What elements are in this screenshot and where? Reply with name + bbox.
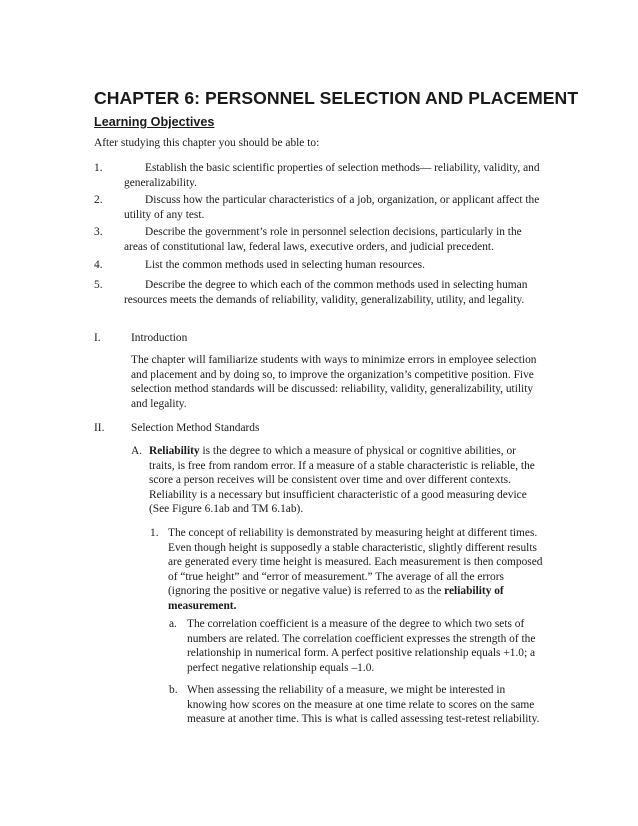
objective-number: 3. xyxy=(94,226,103,238)
section-number: II. xyxy=(94,422,105,434)
section-introduction xyxy=(94,331,544,346)
objective-text: Describe the government’s role in personnel selection decisions, particularly in the areas of constitutional law, federal laws, executive orders, and judicial precedent. xyxy=(124,226,522,253)
objective-text: Establish the basic scientific properties of selection methods— reliability, validity, and generalizability. xyxy=(124,162,540,189)
item-marker: a. xyxy=(169,618,177,630)
objectives-intro: After studying this chapter you should be able to: xyxy=(94,137,320,149)
chapter-title: CHAPTER 6: PERSONNEL SELECTION AND PLACEMENT xyxy=(94,88,579,108)
item-marker: A. xyxy=(131,445,143,457)
section-heading: Introduction xyxy=(131,332,188,344)
section-heading: Selection Method Standards xyxy=(131,422,260,434)
objective-item xyxy=(94,161,544,190)
objective-item xyxy=(94,193,544,222)
item-text: is the degree to which a measure of physical or cognitive abilities, or traits, is free from random error. If a measure of a stable characteristic is reliable, the score a person receives will be consistent over time and over different contexts. Reliability is a necessary but insufficient characteristic of a good measuring device (See Figure 6.1ab and TM 6.1ab). xyxy=(149,445,535,516)
objective-text: List the common methods used in selecting human resources. xyxy=(145,259,425,271)
list-item-test-retest xyxy=(169,683,544,727)
term-reliability: Reliability xyxy=(149,445,200,457)
list-item-concept xyxy=(150,526,544,614)
item-marker: b. xyxy=(169,684,178,696)
objective-item xyxy=(94,258,544,273)
item-text: When assessing the reliability of a measure, we might be interested in knowing how scores on the measure at one time relate to scores on the same measure at another time. This is what is called assessing test-retest reliability. xyxy=(187,684,540,726)
objective-number: 5. xyxy=(94,279,103,291)
section-selection-standards xyxy=(94,421,544,436)
objective-number: 1. xyxy=(94,162,103,174)
objective-text: Discuss how the particular characteristics of a job, organization, or applicant affect the utility of any test. xyxy=(124,194,540,221)
objective-item xyxy=(94,278,544,307)
introduction-paragraph: The chapter will familiarize students with ways to minimize errors in employee selection and placement and by doing so, to improve the organization’s competitive position. Five selection method standards will be discussed: reliability, validity, generalizability, utility and legality. xyxy=(131,354,537,410)
objective-text: Describe the degree to which each of the common methods used in selecting human resources meets the demands of reliability, validity, generalizability, utility, and legality. xyxy=(124,279,528,306)
objectives-heading: Learning Objectives xyxy=(94,115,215,129)
list-item-reliability xyxy=(131,444,543,517)
item-text: The correlation coefficient is a measure of the degree to which two sets of numbers are related. The correlation coefficient expresses the strength of the relationship in numerical form. A perfect positive relationship equals +1.0; a perfect negative relationship equals –1.0. xyxy=(187,618,536,674)
section-number: I. xyxy=(94,332,101,344)
item-text: The concept of reliability is demonstrated by measuring height at different times. Even though height is supposedly a stable characteristic, slightly different results are generated every time height is measured. Each measurement is then composed of “true height” and “error of measurement.” The average of all the errors (ignoring the positive or negative value) is referred to as the xyxy=(168,527,543,598)
objective-number: 2. xyxy=(94,194,103,206)
item-body xyxy=(168,526,544,614)
item-marker: 1. xyxy=(150,527,159,539)
term-reliability-of-measurement: reliability of measurement. xyxy=(168,585,504,612)
objective-number: 4. xyxy=(94,259,103,271)
item-body xyxy=(149,444,543,517)
objective-item xyxy=(94,225,544,254)
list-item-correlation xyxy=(169,617,544,675)
